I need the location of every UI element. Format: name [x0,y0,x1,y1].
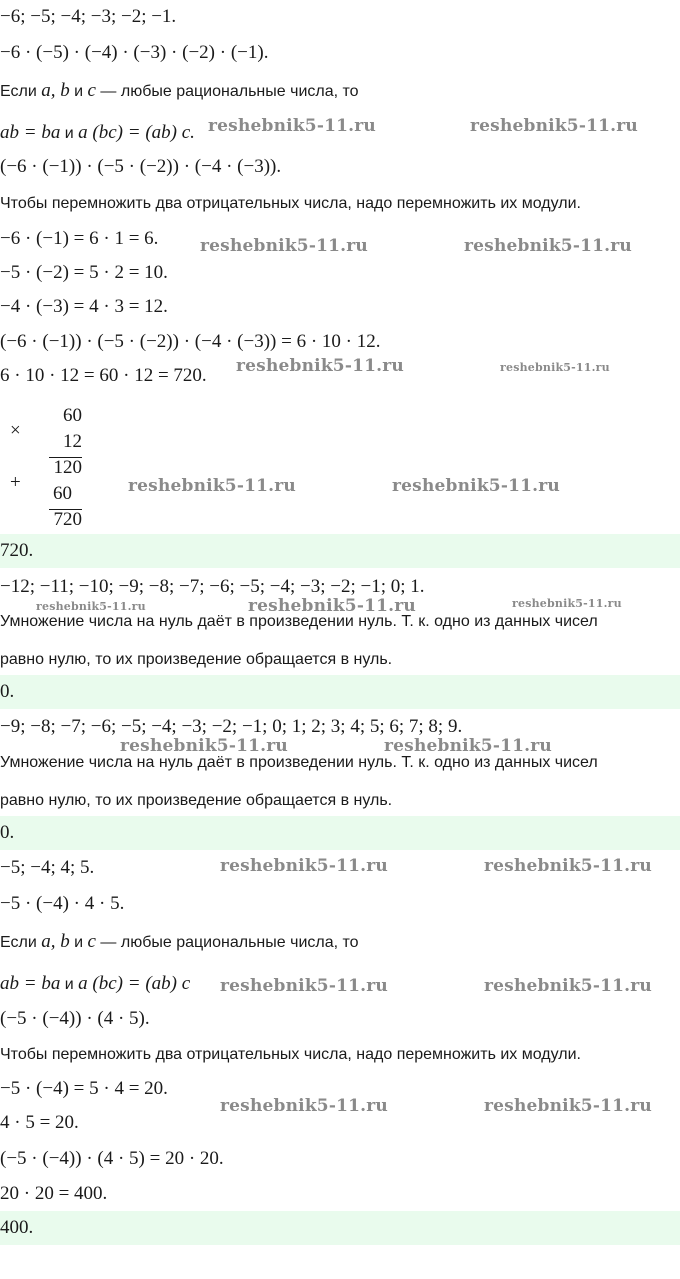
rule-line-1 [0,80,359,102]
step-line-4: (−6 · (−1)) · (−5 · (−2)) · (−4 · (−3)) = 6 · 10 · 12. [0,331,381,352]
step-line-5: 6 · 10 · 12 = 60 · 12 = 720. [0,365,207,386]
law-right: a (bc) = (ab) c [78,973,191,994]
neg-rule-line-1: Чтобы перемножить два отрицательных числа, надо перемножить их модули. [0,195,581,212]
zero-rule-line-3a: Умножение числа на нуль даёт в произведении нуль. Т. к. одно из данных чисел [0,754,598,771]
step-line-4-1: −5 · (−4) = 5 · 4 = 20. [0,1078,168,1099]
watermark: reshebnik5-11.ru [220,976,388,996]
law-line-4 [0,973,190,995]
step-line-1: −6 · (−1) = 6 · 1 = 6. [0,228,159,249]
step-line-4-2: 4 · 5 = 20. [0,1112,79,1133]
step-line-2: −5 · (−2) = 5 · 2 = 10. [0,262,168,283]
answer-box-3 [0,816,680,850]
watermark: reshebnik5-11.ru [384,736,552,756]
rule-suffix: — любые рациональные числа, то [95,934,359,951]
rule-prefix: Если [0,934,42,951]
answer-2: 0. [0,681,15,702]
times-sign: × [10,420,21,441]
answer-4: 400. [0,1217,34,1238]
watermark: reshebnik5-11.ru [464,236,632,256]
watermark: reshebnik5-11.ru [208,116,376,136]
watermark: reshebnik5-11.ru [36,600,146,613]
watermark: reshebnik5-11.ru [120,736,288,756]
rule-and: и [69,934,88,951]
rule-vars: a, b [41,80,70,101]
watermark: reshebnik5-11.ru [200,236,368,256]
numbers-line-2: −12; −11; −10; −9; −8; −7; −6; −5; −4; −3; −2; −1; 0; 1. [0,576,425,597]
step-line-4-3: (−5 · (−4)) · (4 · 5) = 20 · 20. [0,1148,224,1169]
law-and: и [60,976,79,993]
zero-rule-line-2a: Умножение числа на нуль даёт в произведении нуль. Т. к. одно из данных чисел [0,613,598,630]
grouping-line-4: (−5 · (−4)) · (4 · 5). [0,1008,150,1029]
zero-rule-line-2b: равно нулю, то их произведение обращается в нуль. [0,651,393,668]
rule-suffix: — любые рациональные числа, то [95,83,359,100]
grouping-line-1: (−6 · (−1)) · (−5 · (−2)) · (−4 · (−3)). [0,156,282,177]
numbers-line-3: −9; −8; −7; −6; −5; −4; −3; −2; −1; 0; 1; 2; 3; 4; 5; 6; 7; 8; 9. [0,716,463,737]
watermark: reshebnik5-11.ru [220,856,388,876]
column-row-60b: 60 [53,483,72,504]
answer-box-4 [0,1211,680,1245]
rule-c: c [87,931,96,952]
rule-c: c [87,80,96,101]
numbers-line-4: −5; −4; 4; 5. [0,857,95,878]
watermark: reshebnik5-11.ru [248,596,416,616]
rule-and: и [69,83,88,100]
law-and: и [60,125,79,142]
rule-line-4 [0,931,359,953]
zero-rule-line-3b: равно нулю, то их произведение обращается в нуль. [0,792,393,809]
answer-1: 720. [0,540,34,561]
law-right: a (bc) = (ab) c. [78,122,195,143]
watermark: reshebnik5-11.ru [512,597,622,610]
product-line-4: −5 · (−4) · 4 · 5. [0,893,125,914]
answer-box-2 [0,675,680,709]
column-row-720: 720 [53,509,82,530]
plus-sign: + [10,472,21,493]
watermark: reshebnik5-11.ru [392,476,560,496]
step-line-4-4: 20 · 20 = 400. [0,1183,108,1204]
watermark: reshebnik5-11.ru [500,361,610,374]
watermark: reshebnik5-11.ru [128,476,296,496]
law-left: ab = ba [0,122,61,143]
watermark: reshebnik5-11.ru [484,1096,652,1116]
numbers-line-1: −6; −5; −4; −3; −2; −1. [0,6,177,27]
watermark: reshebnik5-11.ru [470,116,638,136]
column-row-60: 60 [63,405,82,426]
column-row-12: 12 [63,431,82,452]
law-left: ab = ba [0,973,61,994]
rule-vars: a, b [41,931,70,952]
step-line-3: −4 · (−3) = 4 · 3 = 12. [0,296,168,317]
watermark: reshebnik5-11.ru [484,856,652,876]
answer-3: 0. [0,822,15,843]
column-row-120: 120 [53,457,82,478]
neg-rule-line-4: Чтобы перемножить два отрицательных числа, надо перемножить их модули. [0,1046,581,1063]
rule-prefix: Если [0,83,42,100]
answer-box-1 [0,534,680,568]
watermark: reshebnik5-11.ru [484,976,652,996]
law-line-1 [0,122,195,144]
watermark: reshebnik5-11.ru [220,1096,388,1116]
product-line-1: −6 · (−5) · (−4) · (−3) · (−2) · (−1). [0,42,269,63]
watermark: reshebnik5-11.ru [236,356,404,376]
